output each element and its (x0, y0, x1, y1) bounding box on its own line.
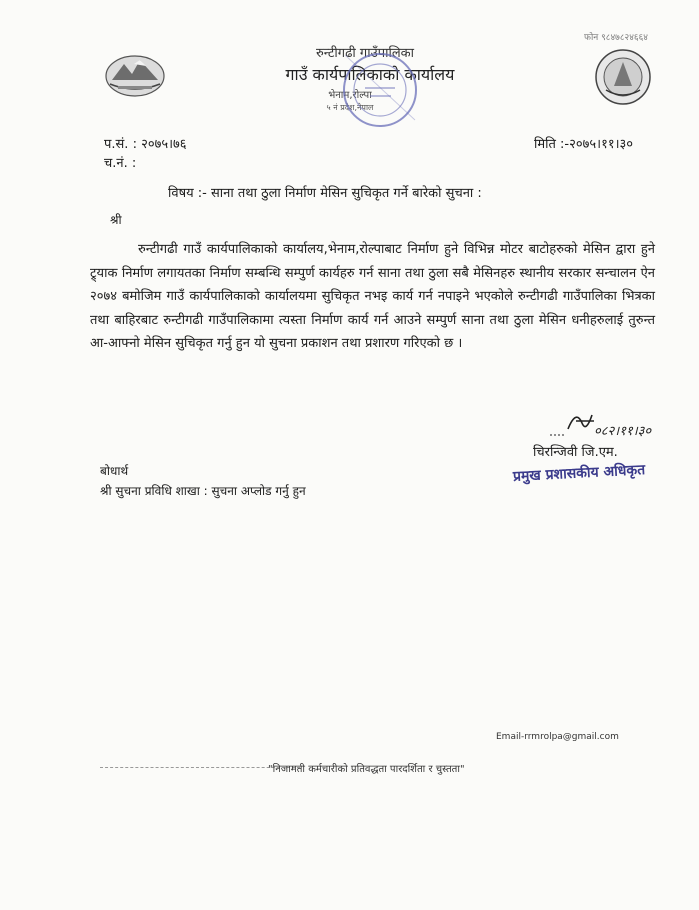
handwritten-signature (546, 405, 699, 441)
letter-date: मिति :-२०७५।११।३० (534, 137, 634, 152)
nepal-emblem-icon (104, 50, 166, 98)
footer-motto: "निजामती कर्मचारीको प्रतिवद्धता पारदर्शिता र चुस्तता" (268, 764, 465, 775)
subject-line: विषय :- साना तथा ठुला निर्माण मेसिन सुचिकृत गर्ने बारेको सुचना : (168, 186, 482, 201)
office-province: ५ नं प्रदेश,नेपाल (326, 103, 374, 112)
footer-email: Email-rrmrolpa@gmail.com (496, 732, 619, 742)
signature-date: ०८२।११।३० (594, 424, 652, 439)
salutation: श्री (110, 213, 122, 227)
dispatch-number: च.नं. : (104, 156, 137, 171)
office-stamp-icon (325, 40, 425, 130)
office-address: भेनाम,रोल्पा (328, 90, 372, 101)
signer-name: चिरन्जिवी जि.एम. (533, 445, 618, 460)
cc-recipient: श्री सुचना प्रविधि शाखा : सुचना अप्लोड गर्नु हुन (100, 484, 306, 498)
office-executive-title: गाउँ कार्यपालिकाको कार्यालय (285, 65, 455, 84)
letter-reference-number: प.सं. : २०७५।७६ (104, 137, 187, 152)
signer-title-stamp: प्रमुख प्रशासकीय अधिकृत (512, 462, 646, 485)
phone-number: फोन ९८४७८२४६६४ (584, 33, 648, 43)
office-name: रुन्टीगढी गाउँपालिका (315, 46, 414, 61)
municipality-seal-icon (592, 48, 654, 106)
cc-label: बोधार्थ (100, 464, 129, 478)
notice-body: रुन्टीगढी गाउँ कार्यपालिकाको कार्यालय,भेनाम,रोल्पाबाट निर्माण हुने विभिन्न मोटर बाटोहरुको मेसिन द्वारा हुने ट्र्याक निर्माण लगायतका निर्माण सम्बन्धि सम्पुर्ण कार्यहरु गर्न साना तथा ठुला सबै मेसिनहरु स्थानीय सरकार सन्चालन ऐन २०७४ बमोजिम गाउँ कार्यपालिकाको कार्यालयमा सुचिकृत नभइ कार्य गर्न नपाइने भएकोले रुन्टीगढी गाउँपालिका भित्रका तथा बाहिरबाट रुन्टीगढी गाउँपालिकामा त्यस्ता निर्माण कार्य गर्न आउने सम्पुर्ण साना तथा ठुला मेसिन धनीहरुलाई तुरुन्त आ-आफ्नो मेसिन सुचिकृत गर्नु हुन यो सुचना प्रकाशन तथा प्रशारण गरिएको छ । (90, 242, 655, 351)
